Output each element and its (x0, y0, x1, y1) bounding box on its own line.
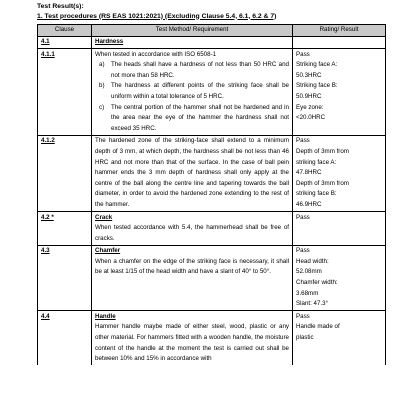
requirement-item (95, 103, 289, 135)
requirement-text: When tested accordance with 5.4, the hammerhead shall be free of cracks. (95, 224, 289, 242)
result-line: striking face A: (296, 158, 337, 166)
item-text: The central portion of the hammer shall not be hardened and in the area near the eye of the hammer the hardness shall not exceed 35 HRC. (111, 103, 289, 132)
test-results-heading: Test Result(s): (37, 3, 84, 10)
table-header-row (38, 25, 386, 37)
result-cell (293, 36, 386, 49)
requirement-cell (92, 212, 293, 246)
table-row (38, 135, 386, 211)
clause-number: 4.1.1 (38, 49, 92, 136)
result-line: Pass (296, 247, 310, 255)
result-line: Pass (296, 50, 310, 58)
result-line: 3.68mm (296, 289, 319, 297)
section-heading: Chamfer (95, 247, 121, 255)
result-line: 50.3HRC (296, 71, 322, 79)
result-line: Handle made of (296, 323, 340, 331)
clause-number: 4.1.2 (38, 135, 92, 211)
result-column-header: Rating/ Result (293, 25, 386, 37)
requirement-cell (92, 311, 293, 365)
requirement-cell (92, 135, 293, 211)
item-label: a) (99, 61, 105, 69)
results-table (37, 24, 386, 365)
result-line: Slant: 47.3° (296, 300, 329, 308)
result-line: plastic (296, 334, 314, 342)
requirement-cell (92, 49, 293, 136)
result-line: Chamfer width: (296, 279, 338, 287)
method-column-header: Test Method/ Requirement (92, 25, 293, 37)
result-line: 47.8HRC (296, 169, 322, 177)
result-line: Pass (296, 137, 310, 145)
item-label: b) (99, 82, 105, 90)
item-text: The hardness at different points of the striking face shall be uniform within a total tolerance of 5 HRC. (111, 82, 289, 100)
document-header (37, 2, 387, 21)
result-cell (293, 49, 386, 136)
requirement-text: When a chamfer on the edge of the striking face is necessary, it shall be at least 1/15 of the head width and have a slant of 40° to 50°. (95, 257, 289, 276)
result-line: Pass (296, 312, 310, 320)
result-line: Depth of 3mm from (296, 147, 349, 155)
result-line: 52.08mm (296, 268, 322, 276)
result-cell (293, 212, 386, 246)
table-row (38, 245, 386, 311)
result-line: Head width: (296, 257, 329, 265)
table-row (38, 49, 386, 136)
result-line: Depth of 3mm from (296, 179, 349, 187)
item-label: c) (99, 103, 105, 111)
section-heading: Crack (95, 213, 113, 221)
requirement-text: Hammer handle maybe made of either steel, wood, plastic or any other material. For hammers fitted with a wooden handle, the moisture content of the handle at the moment the test is carried out shall be between 10% and 15% in accordance with (95, 323, 289, 363)
result-cell (293, 245, 386, 311)
result-line: 46.9HRC (296, 200, 322, 208)
result-line: Eye zone: (296, 103, 324, 111)
result-cell (293, 311, 386, 365)
clause-column-header: Clause (38, 25, 92, 37)
result-line: Striking face A: (296, 61, 338, 69)
requirement-cell (92, 245, 293, 311)
table-row (38, 311, 386, 365)
result-line: <20.0HRC (296, 114, 326, 122)
clause-number: 4.1 (38, 36, 92, 49)
result-line: 50.9HRC (296, 92, 322, 100)
result-cell (293, 135, 386, 211)
requirement-cell (92, 36, 293, 49)
requirement-item (95, 60, 289, 81)
item-text: The heads shall have a hardness of not less than 50 HRC and not more than 58 HRC. (111, 61, 289, 79)
table-row (38, 36, 386, 49)
clause-number: 4.2 * (38, 212, 92, 246)
result-line: striking face B: (296, 190, 337, 198)
table-row (38, 212, 386, 246)
requirement-text: The hardened zone of the striking-face shall extend to a minimum depth of 3 mm, at which depth, the hardness shall be not less than 46 HRC and not more than that of the surface. In the case of ball pein hammer ends the 3 mm depth of hardness shall only apply at the centre of the ball along the centre line and tapering towards the ball diameter, in order to avoid the hardened zone extending to the rest of the hammer. (95, 137, 289, 208)
requirement-item (95, 81, 289, 102)
result-line: Pass (296, 213, 310, 221)
section-heading: Hardness (95, 38, 124, 45)
section-heading: Handle (95, 312, 116, 320)
requirement-intro: When tested in accordance with ISO 6508-1 (95, 50, 217, 58)
test-procedures-heading: 1. Test procedures (RS EAS 1021:2021) (Excluding Clause 5.4, 6.1, 6.2 & 7) (37, 12, 277, 20)
clause-number: 4.4 (38, 311, 92, 365)
clause-number: 4.3 (38, 245, 92, 311)
result-line: Striking face B: (296, 82, 338, 90)
